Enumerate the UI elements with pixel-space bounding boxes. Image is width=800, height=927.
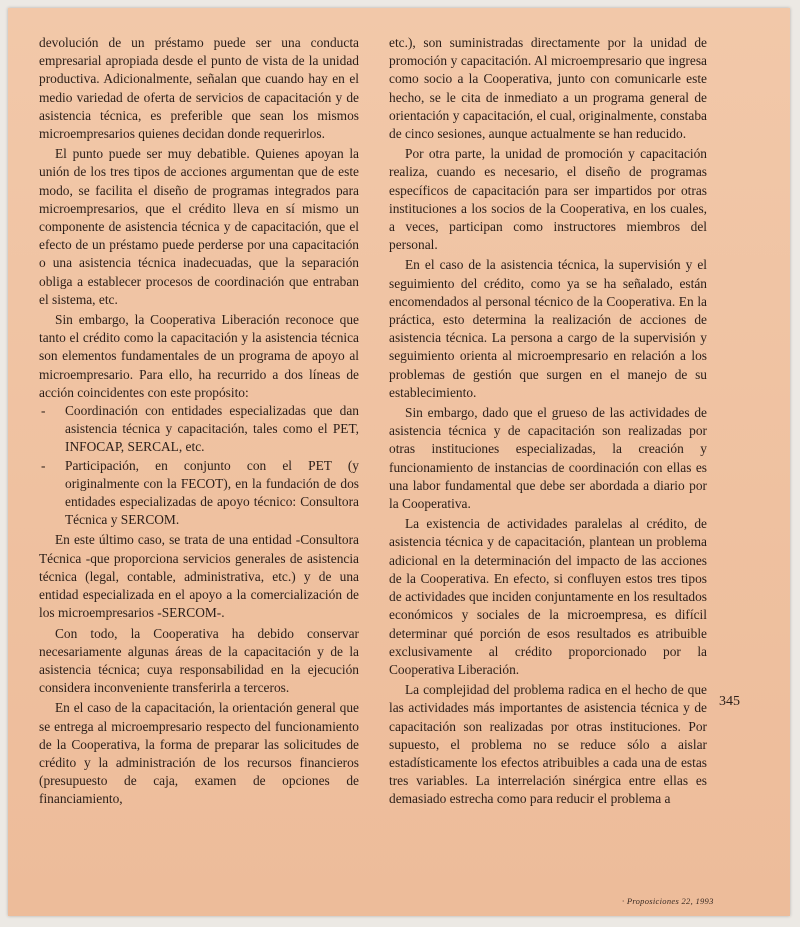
paragraph: El punto puede ser muy debatible. Quienes apoyan la unión de los tres tipos de acciones argumentan que de este modo, se facilita el diseño de programas integrados para microempresarios, que el crédito lleva en sí mismo un componente de asistencia técnica y de capacitación, que el efecto de un préstamo puede perderse por una capacitación o una asistencia técnica inadecuadas, que la separación obliga a establecer procesos de coordinación que entraban el sistema, etc. bbox=[39, 146, 359, 307]
paragraph: En el caso de la capacitación, la orientación general que se entrega al microempresario respecto del funcionamiento de la Cooperativa, la forma de preparar las solicitudes de crédito y la administración de los recursos financieros (presupuesto de caja, examen de opciones de financiamiento, bbox=[39, 700, 359, 807]
bullet-dash: - bbox=[41, 457, 46, 473]
paragraph: etc.), son suministradas directamente por la unidad de promoción y capacitación. Al microempresario que ingresa como socio a la Cooperativa, junto con comunicarle este hecho, se le cita de inmediato a un programa general de orientación y capacitación, el cual, originalmente, constaba de cinco sesiones, aunque actualmente se han reducido. bbox=[389, 35, 707, 142]
list-item-text: Participación, en conjunto con el PET (y originalmente con la FECOT), en la fundación de dos entidades especializadas de apoyo técnico: Consultora Técnica y SERCOM. bbox=[65, 457, 359, 528]
paragraph: Por otra parte, la unidad de promoción y capacitación realiza, cuando es necesario, el diseño de programas específicos de capacitación para ser impartidos por otras instituciones a los socios de la Cooperativa, en los cuales, a veces, participan como instructores miembros del personal. bbox=[389, 146, 707, 253]
paragraph: La complejidad del problema radica en el hecho de que las actividades más importantes de asistencia técnica y de capacitación son realizadas por otras instituciones. Por supuesto, el problema no se reduce sólo a aislar estadísticamente los efectos atribuibles a cada una de estas tres variables. La interrelación sinérgica entre ellas es demasiado estrecha como para reducir el problema a bbox=[389, 682, 707, 807]
paragraph: Sin embargo, la Cooperativa Liberación reconoce que tanto el crédito como la capacitación y la asistencia técnica son elementos fundamentales de un programa de apoyo al microempresario. Para ello, ha recurrido a dos líneas de acción coincidentes con este propósito: bbox=[39, 312, 359, 400]
paragraph: La existencia de actividades paralelas al crédito, de asistencia técnica y de capacitación, plantean un problema adicional en la determinación del impacto de las acciones de la Cooperativa. En efecto, si confluyen estos tres tipos de actividades que inciden conjuntamente en los resultados económicos y sociales de la microempresa, es difícil determinar qué porción de esos resultados es atribuible exclusivamente al crédito proporcionado por la Cooperativa Liberación. bbox=[389, 516, 707, 677]
left-column bbox=[39, 34, 359, 809]
right-column bbox=[389, 34, 707, 809]
paragraph: En este último caso, se trata de una entidad -Consultora Técnica -que proporciona servicios generales de asistencia técnica (legal, contable, administrativa, etc.) y de una entidad especializada en el apoyo a la comercialización de los microempresarios -SERCOM-. bbox=[39, 532, 359, 621]
paragraph: En el caso de la asistencia técnica, la supervisión y el seguimiento del crédito, como ya se ha señalado, están encomendados al personal técnico de la Cooperativa. En la práctica, esto determina la realización de acciones de asistencia técnica. La persona a cargo de la supervisión y seguimiento orienta al microempresario en relación a los problemas de gestión que surgen en el manejo de su establecimiento. bbox=[389, 257, 707, 400]
paragraph: devolución de un préstamo puede ser una conducta empresarial apropiada desde el punto de vista de la unidad productiva. Adicionalmente, señalan que cuando hay en el medio variedad de oferta de servicios de capacitación y de asistencia técnica, es preferible que sean los mismos microempresarios quienes decidan donde requerirlos. bbox=[39, 35, 359, 142]
list-item bbox=[39, 457, 359, 530]
page-number: 345 bbox=[719, 694, 740, 709]
book-page bbox=[8, 8, 790, 916]
list-item bbox=[39, 402, 359, 457]
list-item-text: Coordinación con entidades especializadas que dan asistencia técnica y capacitación, tales como el PET, INFOCAP, SERCAL, etc. bbox=[65, 403, 359, 455]
page-footer: · Proposiciones 22, 1993 bbox=[622, 896, 714, 906]
paragraph: Con todo, la Cooperativa ha debido conservar necesariamente algunas áreas de la capacitación y de la asistencia técnica; cuya responsabilidad en la ejecución considera inconveniente transferirla a terceros. bbox=[39, 625, 359, 696]
paragraph: Sin embargo, dado que el grueso de las actividades de asistencia técnica y de capacitación son realizadas por otras instituciones especializadas, la creación y funcionamiento de instancias de coordinación con ellas es una labor fundamental que debe ser abordada a diario por la Cooperativa. bbox=[389, 405, 707, 512]
bullet-dash: - bbox=[41, 403, 46, 419]
bullet-list bbox=[39, 402, 359, 529]
